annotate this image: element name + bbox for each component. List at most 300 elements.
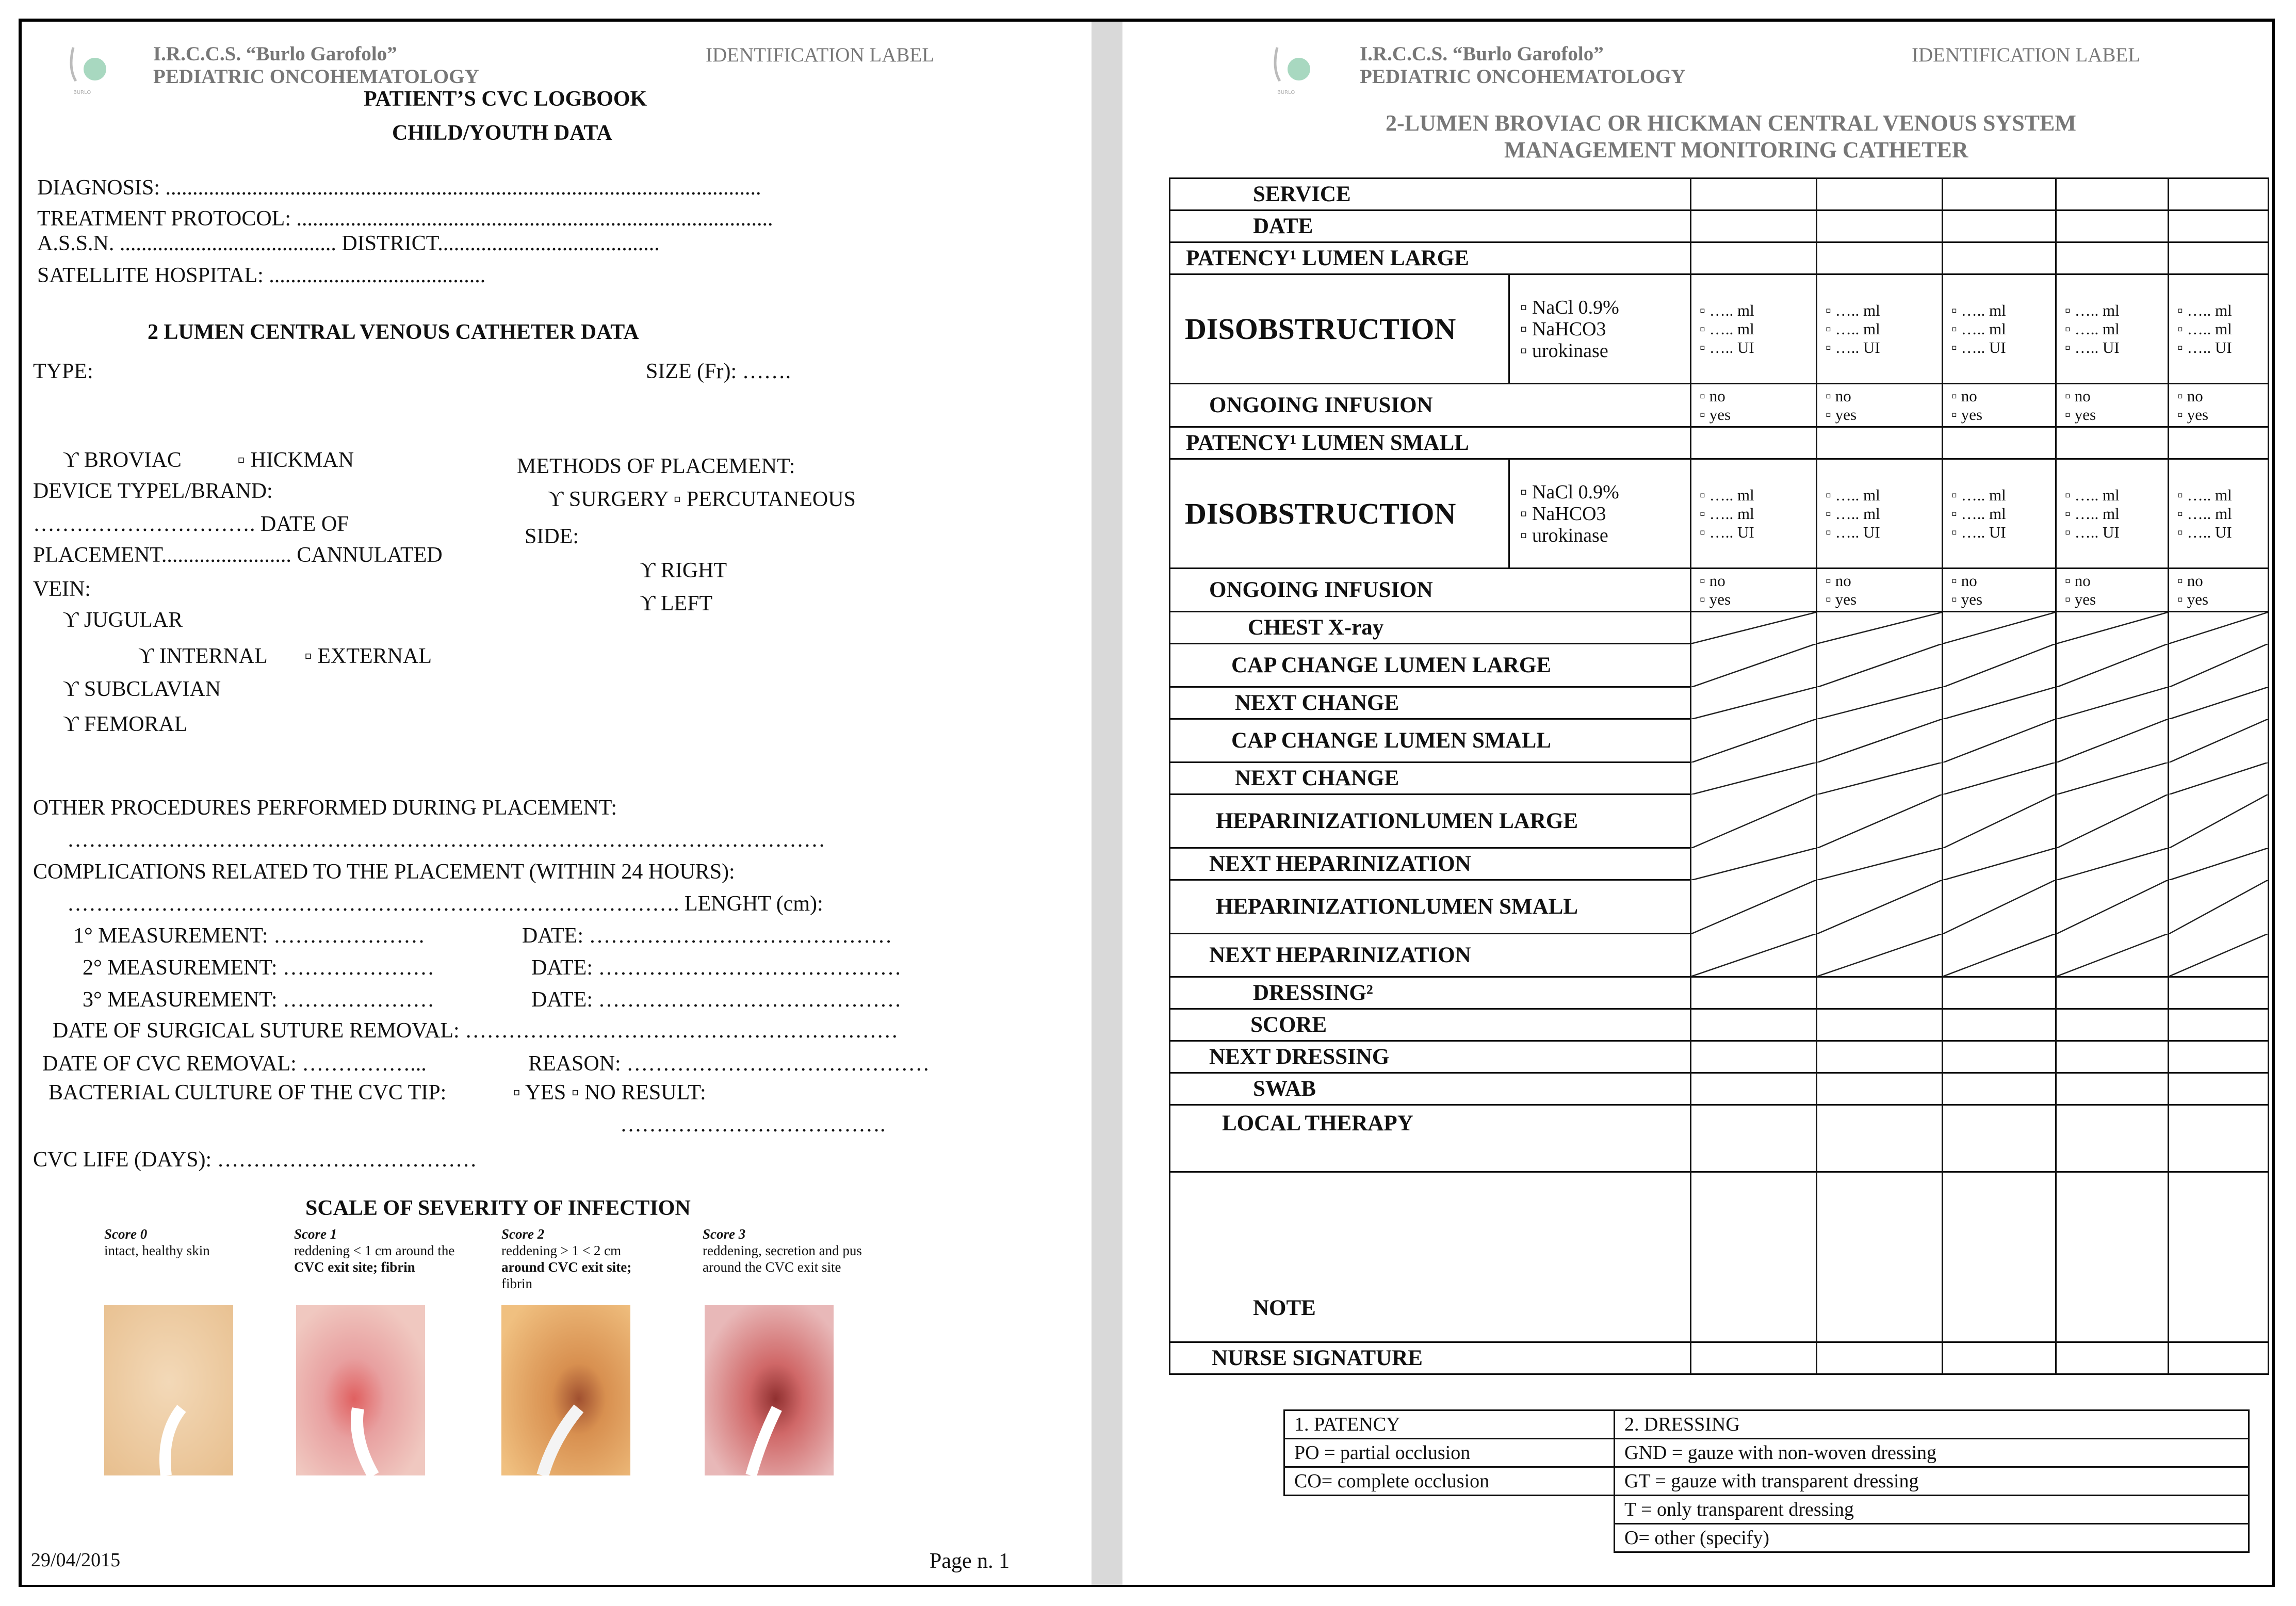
entry-cell[interactable] <box>1943 644 2056 687</box>
entry-cell[interactable] <box>1817 934 1943 977</box>
entry-cell[interactable] <box>2056 687 2169 719</box>
entry-cell[interactable] <box>1943 1105 2056 1172</box>
length-field[interactable]: …………………………………………………………………………. LENGHT (cm): <box>67 892 823 916</box>
entry-cell[interactable] <box>1817 210 1943 242</box>
entry-cell[interactable] <box>1691 1009 1817 1041</box>
entry-cell[interactable] <box>1943 687 2056 719</box>
entry-cell[interactable] <box>2169 763 2269 794</box>
entry-cell[interactable] <box>2169 934 2269 977</box>
infusion-no[interactable]: ▫ no <box>1700 386 1725 405</box>
entry-cell[interactable] <box>1691 794 1817 848</box>
solution-uro[interactable]: ▫ urokinase <box>1520 524 1608 546</box>
diagnosis-field[interactable]: DIAGNOSIS: .............................................................................................................. <box>37 176 761 200</box>
infusion-cell[interactable] <box>1817 384 1943 427</box>
cap-small-label <box>1170 719 1691 763</box>
row-local <box>1170 1105 2269 1172</box>
dose-cell[interactable] <box>1943 274 2056 384</box>
entry-cell[interactable] <box>1691 719 1817 763</box>
next-change-text: NEXT CHANGE <box>1235 766 1399 790</box>
dose-ui-2[interactable]: ▫ ….. UI <box>2177 338 2232 356</box>
entry-cell[interactable] <box>1943 1009 2056 1041</box>
infusion-no[interactable]: ▫ no <box>1700 571 1725 590</box>
hatch-line <box>2057 612 2168 644</box>
hatch-line <box>1691 719 1816 763</box>
entry-cell[interactable] <box>1817 1172 1943 1342</box>
dose-ml-1[interactable]: ▫ ….. ml <box>2065 319 2120 338</box>
entry-cell[interactable] <box>1817 1009 1943 1041</box>
date-label <box>1170 210 1691 242</box>
monitoring-title-line1: 2-LUMEN BROVIAC OR HICKMAN CENTRAL VENOUS SYSTEM <box>1386 110 2076 136</box>
entry-cell[interactable] <box>2056 934 2169 977</box>
right-side-option[interactable]: ϒ RIGHT <box>640 559 727 582</box>
entry-cell[interactable] <box>2169 179 2269 210</box>
note-text: NOTE <box>1253 1296 1316 1320</box>
hep-small-label <box>1170 880 1691 934</box>
child-data-title: CHILD/YOUTH DATA <box>392 121 612 145</box>
entry-cell[interactable] <box>2056 179 2169 210</box>
identification-label: IDENTIFICATION LABEL <box>706 44 935 66</box>
entry-cell[interactable] <box>1817 644 1943 687</box>
subclavian-option[interactable]: ϒ SUBCLAVIAN <box>63 677 221 701</box>
jugular-option[interactable]: ϒ JUGULAR <box>63 608 183 632</box>
entry-cell[interactable] <box>1943 1073 2056 1105</box>
hatch-line <box>2057 763 2168 794</box>
entry-cell[interactable] <box>1817 179 1943 210</box>
entry-cell[interactable] <box>2056 719 2169 763</box>
entry-cell[interactable] <box>2056 1009 2169 1041</box>
entry-cell[interactable] <box>2169 210 2269 242</box>
entry-cell[interactable] <box>2169 1041 2269 1073</box>
monitoring-table <box>1169 177 2269 1375</box>
dose-ml-1[interactable]: ▫ ….. ml <box>1700 504 1754 523</box>
infusion-cell[interactable] <box>1943 384 2056 427</box>
entry-cell[interactable] <box>1691 1105 1817 1172</box>
infusion-no[interactable]: ▫ no <box>1951 571 1977 590</box>
other-procedures-field[interactable]: …………………………………………………………………………………………… <box>67 828 825 852</box>
infusion-no[interactable]: ▫ no <box>1826 386 1851 405</box>
date-2-field[interactable]: DATE: …………………………………… <box>531 956 902 980</box>
infusion-yes[interactable]: ▫ yes <box>2177 590 2209 608</box>
entry-cell[interactable] <box>1943 934 2056 977</box>
entry-cell[interactable] <box>1943 880 2056 934</box>
dose-ml-0[interactable]: ▫ ….. ml <box>1700 301 1754 319</box>
internal-option[interactable]: ϒ INTERNAL <box>138 644 268 668</box>
hatch-line <box>2169 612 2268 644</box>
date-3-field[interactable]: DATE: …………………………………… <box>531 988 902 1012</box>
dose-ml-0[interactable]: ▫ ….. ml <box>1951 301 2006 319</box>
dose-ml-0[interactable]: ▫ ….. ml <box>1826 301 1880 319</box>
entry-cell[interactable] <box>2169 880 2269 934</box>
entry-cell[interactable] <box>2169 1073 2269 1105</box>
department-name-right: PEDIATRIC ONCOHEMATOLOGY <box>1360 66 1686 88</box>
dose-ui-2[interactable]: ▫ ….. UI <box>1951 338 2006 356</box>
entry-cell[interactable] <box>2169 1342 2269 1374</box>
ongoing-infusion-text: ONGOING INFUSION <box>1209 393 1433 417</box>
entry-cell[interactable] <box>1691 848 1817 880</box>
dose-ml-1[interactable]: ▫ ….. ml <box>1951 504 2006 523</box>
dose-cell[interactable] <box>2169 274 2269 384</box>
dose-cell[interactable] <box>2169 459 2269 569</box>
entry-cell[interactable] <box>1943 210 2056 242</box>
entry-cell[interactable] <box>1817 612 1943 644</box>
infusion-no[interactable]: ▫ no <box>2177 571 2203 590</box>
infusion-yes[interactable]: ▫ yes <box>1951 405 1983 424</box>
institute-name-right: I.R.C.C.S. “Burlo Garofolo” <box>1360 43 1604 65</box>
entry-cell[interactable] <box>1691 1073 1817 1105</box>
infusion-cell[interactable] <box>1943 569 2056 612</box>
hatch-line <box>1943 612 2055 644</box>
entry-cell[interactable] <box>2056 1172 2169 1342</box>
dressing-label <box>1170 977 1691 1009</box>
legend-patency-heading: 1. PATENCY <box>1284 1410 1615 1439</box>
broviac-option[interactable]: ϒ BROVIAC <box>63 448 182 472</box>
next-change-label <box>1170 687 1691 719</box>
infusion-no[interactable]: ▫ no <box>1951 386 1977 405</box>
nurse-text: NURSE SIGNATURE <box>1212 1346 1423 1370</box>
entry-cell[interactable] <box>2169 1172 2269 1342</box>
dose-ml-0[interactable]: ▫ ….. ml <box>2177 485 2232 504</box>
entry-cell[interactable] <box>1691 612 1817 644</box>
row-hep-large <box>1170 794 2269 848</box>
infusion-cell[interactable] <box>1817 569 1943 612</box>
entry-cell[interactable] <box>1817 687 1943 719</box>
patency-small-label <box>1170 427 1691 459</box>
entry-cell[interactable] <box>1691 1342 1817 1374</box>
entry-cell[interactable] <box>1691 934 1817 977</box>
reason-field[interactable]: REASON: …………………………………… <box>528 1052 930 1076</box>
left-page <box>22 22 1092 1585</box>
entry-cell[interactable] <box>1817 848 1943 880</box>
entry-cell[interactable] <box>2056 1342 2169 1374</box>
dose-ml-0[interactable]: ▫ ….. ml <box>1700 485 1754 504</box>
hatch-line <box>2169 794 2268 848</box>
entry-cell[interactable] <box>1691 427 1817 459</box>
solution-options[interactable] <box>1509 274 1691 384</box>
entry-cell[interactable] <box>2169 612 2269 644</box>
type-label: TYPE: <box>33 360 93 383</box>
dose-ml-1[interactable]: ▫ ….. ml <box>1826 319 1880 338</box>
infusion-yes[interactable]: ▫ yes <box>2065 590 2096 608</box>
dose-ml-1[interactable]: ▫ ….. ml <box>1826 504 1880 523</box>
entry-cell[interactable] <box>1691 1172 1817 1342</box>
device-brand-label: DEVICE TYPEL/BRAND: <box>33 479 273 503</box>
hatch-line <box>1691 848 1816 880</box>
hatch-line <box>1691 880 1816 934</box>
entry-cell[interactable] <box>2056 763 2169 794</box>
entry-cell[interactable] <box>1943 1342 2056 1374</box>
entry-cell[interactable] <box>2169 719 2269 763</box>
hatch-line <box>1817 719 1942 763</box>
entry-cell[interactable] <box>2056 794 2169 848</box>
identification-label-right: IDENTIFICATION LABEL <box>1912 44 2141 66</box>
entry-cell[interactable] <box>1691 687 1817 719</box>
entry-cell[interactable] <box>2169 848 2269 880</box>
femoral-option[interactable]: ϒ FEMORAL <box>63 712 188 736</box>
infusion-cell[interactable] <box>2056 569 2169 612</box>
entry-cell[interactable] <box>2056 848 2169 880</box>
infusion-yes[interactable]: ▫ yes <box>1826 590 1857 608</box>
hatch-line <box>1691 612 1816 644</box>
row-next-hep <box>1170 848 2269 880</box>
entry-cell[interactable] <box>1691 763 1817 794</box>
entry-cell[interactable] <box>1691 210 1817 242</box>
entry-cell[interactable] <box>2056 242 2169 274</box>
entry-cell[interactable] <box>1943 794 2056 848</box>
entry-cell[interactable] <box>1943 977 2056 1009</box>
entry-cell[interactable] <box>1943 427 2056 459</box>
other-procedures-label: OTHER PROCEDURES PERFORMED DURING PLACEMENT: <box>33 796 617 820</box>
infusion-no[interactable]: ▫ no <box>2065 571 2091 590</box>
dose-cell[interactable] <box>2056 274 2169 384</box>
infusion-no[interactable]: ▫ no <box>2065 386 2091 405</box>
surgery-percutaneous-options[interactable]: ϒ SURGERY ▫ PERCUTANEOUS <box>548 488 856 511</box>
entry-cell[interactable] <box>1943 848 2056 880</box>
row-ongoing-2 <box>1170 569 2269 612</box>
footer-date: 29/04/2015 <box>31 1549 121 1571</box>
infusion-no[interactable]: ▫ no <box>2177 386 2203 405</box>
entry-cell[interactable] <box>2169 427 2269 459</box>
suture-removal-field[interactable]: DATE OF SURGICAL SUTURE REMOVAL: …………………………………………………… <box>53 1019 899 1043</box>
hatch-line <box>1817 644 1942 687</box>
row-next-change-2 <box>1170 763 2269 794</box>
entry-cell[interactable] <box>1691 242 1817 274</box>
entry-cell[interactable] <box>2056 644 2169 687</box>
hatch-line <box>2169 880 2268 934</box>
hatch-line <box>1943 687 2055 719</box>
entry-cell[interactable] <box>1817 977 1943 1009</box>
culture-yes-no-options[interactable]: ▫ YES ▫ NO RESULT: <box>513 1081 706 1105</box>
entry-cell[interactable] <box>2056 427 2169 459</box>
entry-cell[interactable] <box>1817 1105 1943 1172</box>
dose-cell[interactable] <box>1691 274 1817 384</box>
infusion-cell[interactable] <box>1691 569 1817 612</box>
solution-nahco[interactable]: ▫ NaHCO3 <box>1520 318 1606 340</box>
row-date <box>1170 210 2269 242</box>
score-1-photo <box>296 1305 425 1475</box>
entry-cell[interactable] <box>1817 1041 1943 1073</box>
assn-district-field[interactable]: A.S.S.N. ........................................ DISTRICT......................................... <box>37 232 660 255</box>
infusion-yes[interactable]: ▫ yes <box>2065 405 2096 424</box>
entry-cell[interactable] <box>1943 719 2056 763</box>
dose-cell[interactable] <box>1691 459 1817 569</box>
department-name: PEDIATRIC ONCOHEMATOLOGY <box>153 66 479 88</box>
entry-cell[interactable] <box>2169 644 2269 687</box>
entry-cell[interactable] <box>1943 242 2056 274</box>
hickman-option[interactable]: ▫ HICKMAN <box>237 448 354 472</box>
service-text: SERVICE <box>1253 182 1351 206</box>
hatch-line <box>1691 687 1816 719</box>
entry-cell[interactable] <box>1943 1041 2056 1073</box>
infusion-yes[interactable]: ▫ yes <box>1951 590 1983 608</box>
entry-cell[interactable] <box>2169 977 2269 1009</box>
scale-title: SCALE OF SEVERITY OF INFECTION <box>305 1196 691 1220</box>
external-option[interactable]: ▫ EXTERNAL <box>304 644 432 668</box>
next-change-label <box>1170 763 1691 794</box>
infusion-cell[interactable] <box>1691 384 1817 427</box>
dose-ml-1[interactable]: ▫ ….. ml <box>2177 319 2232 338</box>
legend-gnd: GND = gauze with non-woven dressing <box>1615 1439 2249 1467</box>
entry-cell[interactable] <box>1943 179 2056 210</box>
infusion-cell[interactable] <box>2169 384 2269 427</box>
dose-ml-1[interactable]: ▫ ….. ml <box>2177 504 2232 523</box>
entry-cell[interactable] <box>2056 977 2169 1009</box>
dose-ui-2[interactable]: ▫ ….. UI <box>1700 523 1754 541</box>
dose-ui-2[interactable]: ▫ ….. UI <box>1826 523 1880 541</box>
infusion-yes[interactable]: ▫ yes <box>1700 590 1731 608</box>
dose-ml-0[interactable]: ▫ ….. ml <box>2065 485 2120 504</box>
entry-cell[interactable] <box>2056 210 2169 242</box>
dose-ml-1[interactable]: ▫ ….. ml <box>1700 319 1754 338</box>
dose-ui-2[interactable]: ▫ ….. UI <box>1826 338 1880 356</box>
entry-cell[interactable] <box>1817 427 1943 459</box>
cvc-data-heading: 2 LUMEN CENTRAL VENOUS CATHETER DATA <box>148 320 639 344</box>
row-cap-small-b <box>1170 719 2269 763</box>
ongoing-infusion-label <box>1170 384 1691 427</box>
row-nurse <box>1170 1342 2269 1374</box>
solution-options[interactable] <box>1509 459 1691 569</box>
dose-ml-0[interactable]: ▫ ….. ml <box>2177 301 2232 319</box>
hospital-logo <box>68 42 113 96</box>
legend-po: PO = partial occlusion <box>1284 1439 1615 1467</box>
dose-ui-2[interactable]: ▫ ….. UI <box>2065 338 2120 356</box>
satellite-hospital-field[interactable]: SATELLITE HOSPITAL: ........................................ <box>37 264 486 287</box>
entry-cell[interactable] <box>1817 880 1943 934</box>
hatch-line <box>2057 934 2168 977</box>
dose-ui-2[interactable]: ▫ ….. UI <box>2065 523 2120 541</box>
entry-cell[interactable] <box>1691 1041 1817 1073</box>
score-label <box>1170 1009 1691 1041</box>
solution-uro[interactable]: ▫ urokinase <box>1520 339 1608 362</box>
swab-label <box>1170 1073 1691 1105</box>
hatch-line <box>1817 848 1942 880</box>
row-next-change <box>1170 687 2269 719</box>
legend-co: CO= complete occlusion <box>1284 1467 1615 1496</box>
entry-cell[interactable] <box>2169 1009 2269 1041</box>
row-service <box>1170 179 2269 210</box>
infusion-cell[interactable] <box>2056 384 2169 427</box>
dose-ml-0[interactable]: ▫ ….. ml <box>1826 485 1880 504</box>
hatch-line <box>1817 687 1942 719</box>
entry-cell[interactable] <box>1691 977 1817 1009</box>
hatch-line <box>1817 612 1942 644</box>
svg-text:BURLO: BURLO <box>73 90 91 95</box>
entry-cell[interactable] <box>2169 242 2269 274</box>
entry-cell[interactable] <box>2056 1041 2169 1073</box>
size-field[interactable]: SIZE (Fr): ……. <box>646 360 791 383</box>
infusion-cell[interactable] <box>2169 569 2269 612</box>
dose-ui-2[interactable]: ▫ ….. UI <box>2177 523 2232 541</box>
entry-cell[interactable] <box>1943 763 2056 794</box>
dose-cell[interactable] <box>2056 459 2169 569</box>
entry-cell[interactable] <box>1943 1172 2056 1342</box>
cap-large-label <box>1170 644 1691 687</box>
legend-table <box>1283 1409 2250 1553</box>
entry-cell[interactable] <box>1691 644 1817 687</box>
culture-result-field[interactable]: ………………………………. <box>620 1113 886 1137</box>
infusion-no[interactable]: ▫ no <box>1826 571 1851 590</box>
infusion-yes[interactable]: ▫ yes <box>1826 405 1857 424</box>
hep-small-text: HEPARINIZATIONLUMEN SMALL <box>1216 895 1578 919</box>
entry-cell[interactable] <box>1817 1073 1943 1105</box>
score-1-caption: Score 1 reddening < 1 cm around the CVC exit site; fibrin <box>294 1226 455 1275</box>
treatment-protocol-field[interactable]: TREATMENT PROTOCOL: ........................................................................................ <box>37 207 773 231</box>
hatch-line <box>2169 848 2268 880</box>
entry-cell[interactable] <box>1691 179 1817 210</box>
hatch-line <box>1943 644 2055 687</box>
logbook-title: PATIENT’S CVC LOGBOOK <box>364 87 647 111</box>
dose-ml-1[interactable]: ▫ ….. ml <box>1951 319 2006 338</box>
entry-cell[interactable] <box>2056 880 2169 934</box>
entry-cell[interactable] <box>1817 763 1943 794</box>
dose-ml-1[interactable]: ▫ ….. ml <box>2065 504 2120 523</box>
disobstruction-label <box>1170 274 1509 384</box>
date-of-placement-field[interactable]: …………………………. DATE OF <box>33 512 349 536</box>
date-1-field[interactable]: DATE: …………………………………… <box>522 924 892 948</box>
dose-cell[interactable] <box>1817 274 1943 384</box>
cvc-removal-field[interactable]: DATE OF CVC REMOVAL: ……………... <box>42 1052 427 1076</box>
entry-cell[interactable] <box>1691 880 1817 934</box>
solution-nahco[interactable]: ▫ NaHCO3 <box>1520 502 1606 525</box>
cvc-life-field[interactable]: CVC LIFE (DAYS): ……………………………… <box>33 1148 477 1172</box>
dose-ui-2[interactable]: ▫ ….. UI <box>1700 338 1754 356</box>
row-disobstruction <box>1170 274 2269 384</box>
dose-cell[interactable] <box>1943 459 2056 569</box>
entry-cell[interactable] <box>1817 242 1943 274</box>
entry-cell[interactable] <box>2056 612 2169 644</box>
hatch-line <box>2057 848 2168 880</box>
hatch-line <box>1943 719 2055 763</box>
entry-cell[interactable] <box>1817 719 1943 763</box>
score-2-caption: Score 2 reddening > 1 < 2 cm around CVC exit site; fibrin <box>501 1226 632 1291</box>
dose-ml-0[interactable]: ▫ ….. ml <box>1951 485 2006 504</box>
entry-cell[interactable] <box>2169 794 2269 848</box>
dose-cell[interactable] <box>1817 459 1943 569</box>
disobstruction-text: DISOBSTRUCTION <box>1185 312 1456 346</box>
left-side-option[interactable]: ϒ LEFT <box>640 592 713 615</box>
score-0-photo <box>104 1305 233 1475</box>
hatch-line <box>2057 794 2168 848</box>
monitoring-title-line2: MANAGEMENT MONITORING CATHETER <box>1504 137 1968 163</box>
hatch-line <box>2057 880 2168 934</box>
chest-label <box>1170 612 1691 644</box>
dose-ui-2[interactable]: ▫ ….. UI <box>1951 523 2006 541</box>
measurement-1-field[interactable]: 1° MEASUREMENT: ………………… <box>73 924 426 948</box>
hatch-line <box>1817 880 1942 934</box>
measurement-2-field[interactable]: 2° MEASUREMENT: ………………… <box>83 956 435 980</box>
hatch-line <box>1691 794 1816 848</box>
placement-cannulated-field[interactable]: PLACEMENT........................ CANNULATED <box>33 543 443 567</box>
entry-cell[interactable] <box>2056 1105 2169 1172</box>
solution-nacl[interactable]: ▫ NaCl 0.9% <box>1520 296 1619 318</box>
hatch-line <box>2169 644 2268 687</box>
measurement-3-field[interactable]: 3° MEASUREMENT: ………………… <box>83 988 435 1012</box>
entry-cell[interactable] <box>2169 1105 2269 1172</box>
solution-nacl[interactable]: ▫ NaCl 0.9% <box>1520 481 1619 503</box>
hep-large-text: HEPARINIZATIONLUMEN LARGE <box>1216 809 1578 833</box>
infusion-yes[interactable]: ▫ yes <box>2177 405 2209 424</box>
entry-cell[interactable] <box>2169 687 2269 719</box>
entry-cell[interactable] <box>2056 1073 2169 1105</box>
row-next-hep-2 <box>1170 934 2269 977</box>
next-dressing-label <box>1170 1041 1691 1073</box>
hatch-line <box>1817 794 1942 848</box>
dose-ml-0[interactable]: ▫ ….. ml <box>2065 301 2120 319</box>
entry-cell[interactable] <box>1943 612 2056 644</box>
entry-cell[interactable] <box>1817 1342 1943 1374</box>
entry-cell[interactable] <box>1817 794 1943 848</box>
row-dressing <box>1170 977 2269 1009</box>
infusion-yes[interactable]: ▫ yes <box>1700 405 1731 424</box>
